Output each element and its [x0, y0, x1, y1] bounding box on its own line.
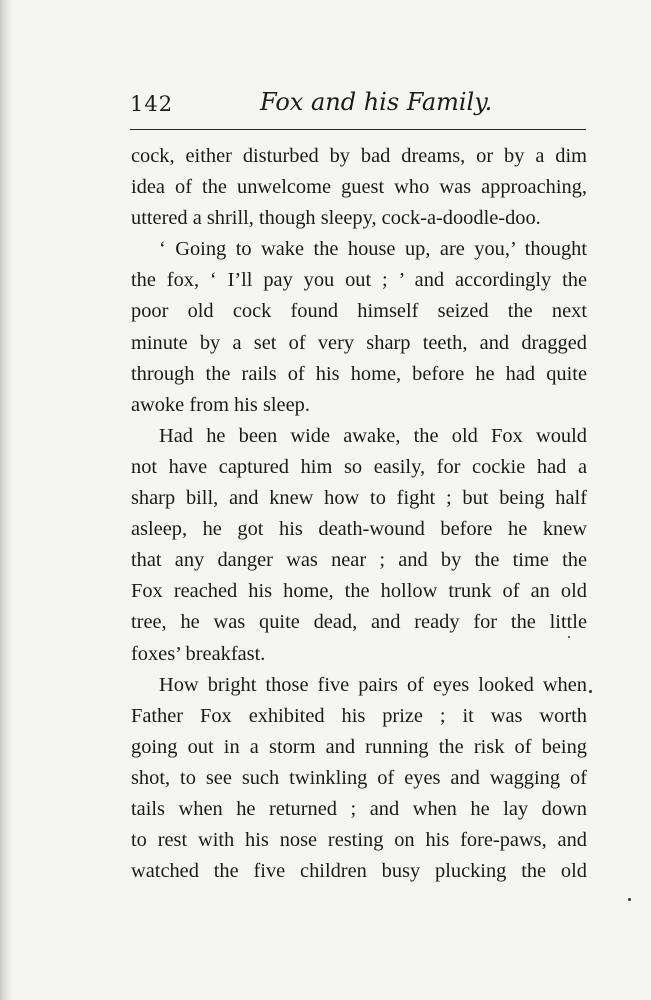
print-speck [568, 636, 570, 638]
text-line: poor old cock found himself seized the next [131, 300, 587, 323]
text-line: sharp bill, and knew how to fight ; but being half [131, 487, 587, 510]
text-line: through the rails of his home, before he had quite [131, 362, 587, 385]
text-line: asleep, he got his death-wound before he knew [131, 518, 587, 541]
text-line: Had he been wide awake, the old Fox would [159, 424, 587, 447]
page-header [130, 88, 586, 124]
body-text [131, 141, 587, 887]
text-line: ‘ Going to wake the house up, are you,’ thought [159, 238, 587, 261]
running-title: Fox and his Family. [260, 88, 493, 116]
text-line: watched the five children busy plucking the old [131, 860, 587, 883]
text-line: to rest with his nose resting on his fore-paws, and [131, 829, 587, 852]
text-line: Fox reached his home, the hollow trunk of an old [131, 580, 587, 603]
text-line: uttered a shrill, though sleepy, cock-a-doodle-doo. [131, 207, 541, 230]
text-line: foxes’ breakfast. [131, 642, 266, 665]
text-line: not have captured him so easily, for cockie had a [131, 455, 587, 478]
page-number: 142 [130, 92, 174, 116]
text-line: that any danger was near ; and by the time the [131, 549, 587, 572]
print-speck [589, 690, 592, 693]
text-line: How bright those five pairs of eyes looked when [159, 673, 587, 696]
text-line: tree, he was quite dead, and ready for the little [131, 611, 587, 634]
text-line: tails when he returned ; and when he lay down [131, 797, 587, 820]
text-line: Father Fox exhibited his prize ; it was worth [131, 704, 587, 727]
text-line: cock, either disturbed by bad dreams, or by a dim [131, 145, 587, 167]
text-line: the fox, ‘ I’ll pay you out ; ’ and accordingly the [131, 269, 587, 292]
text-line: idea of the unwelcome guest who was approaching, [131, 176, 587, 199]
text-line: shot, to see such twinkling of eyes and wagging of [131, 766, 587, 789]
page-gutter-shadow [0, 0, 14, 1000]
text-line: awoke from his sleep. [131, 393, 310, 416]
header-rule [130, 129, 586, 130]
text-line: going out in a storm and running the risk of being [131, 735, 587, 758]
text-line: minute by a set of very sharp teeth, and dragged [131, 331, 587, 354]
print-speck [628, 898, 631, 901]
